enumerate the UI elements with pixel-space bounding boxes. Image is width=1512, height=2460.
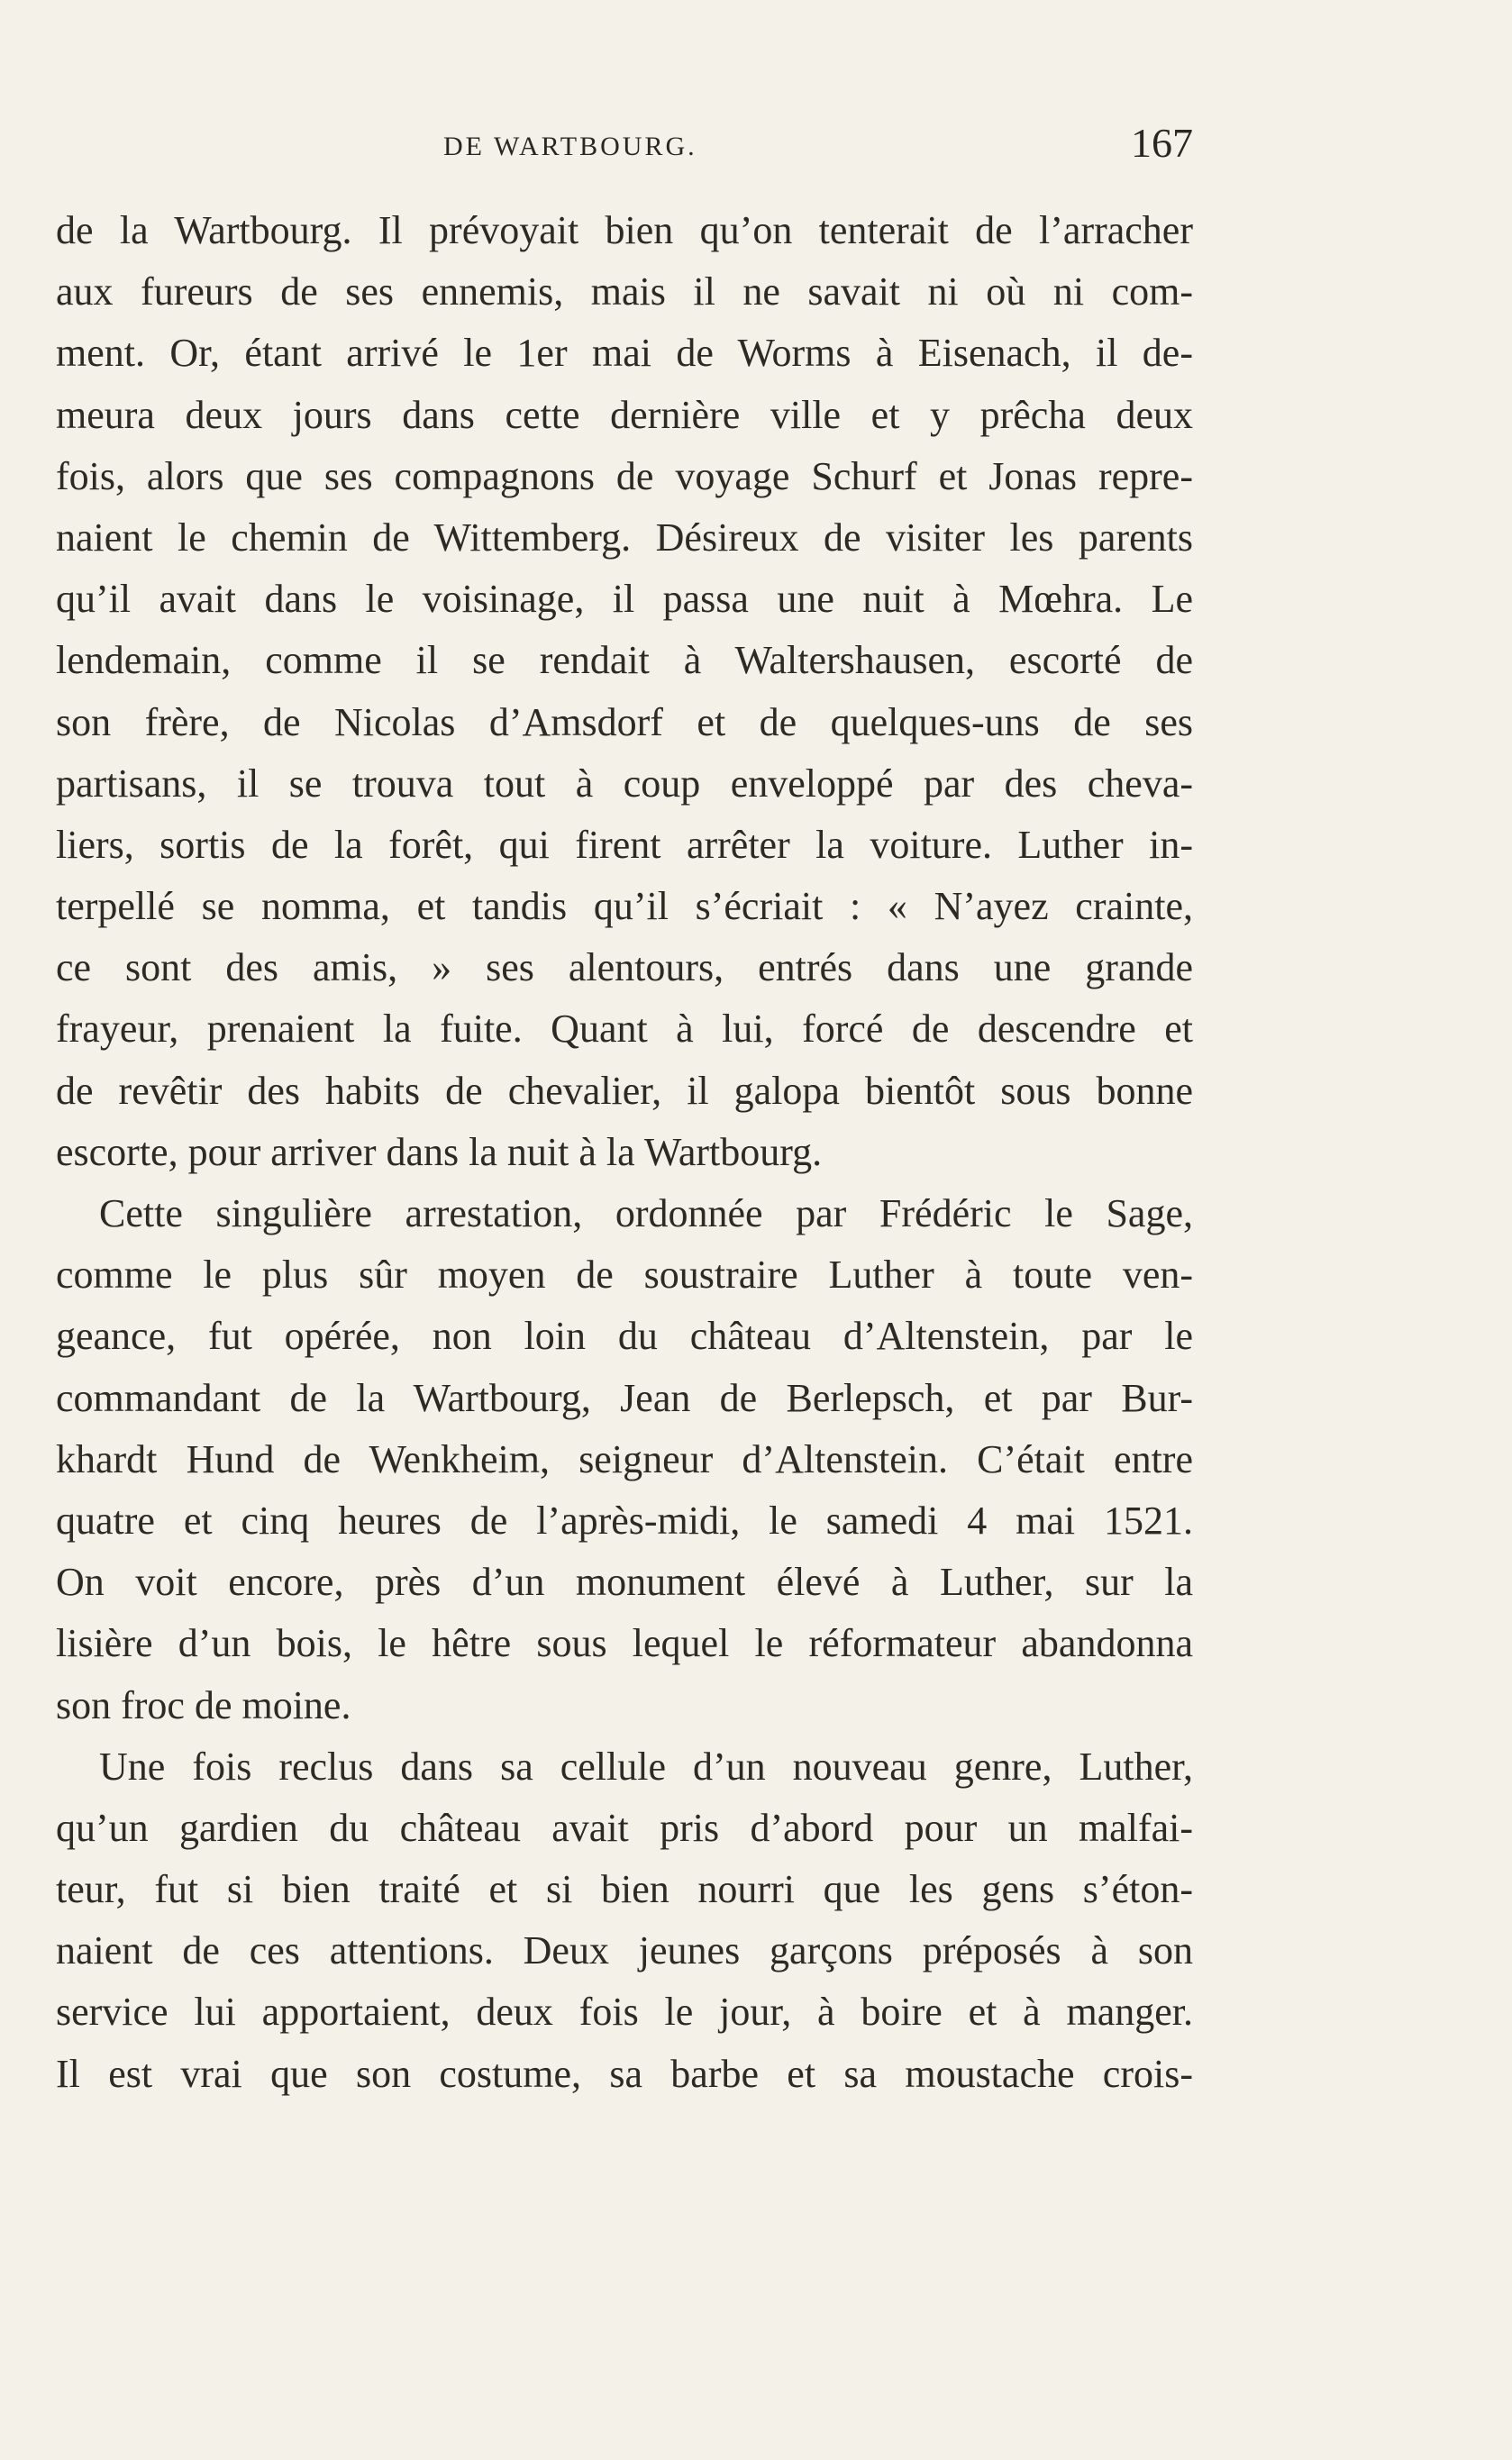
- text-line: liers, sortis de la forêt, qui firent arrêter la voiture. Luther in-: [56, 822, 1193, 867]
- text-line: Il est vrai que son costume, sa barbe et sa moustache crois-: [56, 2051, 1193, 2096]
- text-line: fois, alors que ses compagnons de voyage Schurf et Jonas repre-: [56, 453, 1193, 498]
- text-line: partisans, il se trouva tout à coup enveloppé par des cheva-: [56, 761, 1193, 806]
- text-line: khardt Hund de Wenkheim, seigneur d’Altenstein. C’était entre: [56, 1436, 1193, 1481]
- text-line: teur, fut si bien traité et si bien nourri que les gens s’éton-: [56, 1867, 1193, 1912]
- text-line: meura deux jours dans cette dernière ville et y prêcha deux: [56, 392, 1193, 437]
- text-line: frayeur, prenaient la fuite. Quant à lui, forcé de descendre et: [56, 1007, 1193, 1052]
- text-line: Cette singulière arrestation, ordonnée par Frédéric le Sage,: [99, 1191, 1193, 1235]
- text-line: naient de ces attentions. Deux jeunes garçons préposés à son: [56, 1928, 1193, 1973]
- running-title: DE WARTBOURG.: [443, 132, 697, 161]
- text-line: ce sont des amis, » ses alentours, entrés dans une grande: [56, 945, 1193, 990]
- text-line: aux fureurs de ses ennemis, mais il ne savait ni où ni com-: [56, 269, 1193, 314]
- text-line: commandant de la Wartbourg, Jean de Berlepsch, et par Bur-: [56, 1375, 1193, 1420]
- text-line: comme le plus sûr moyen de soustraire Luther à toute ven-: [56, 1253, 1193, 1298]
- text-line: service lui apportaient, deux fois le jour, à boire et à manger.: [56, 1990, 1193, 2035]
- body-text: [56, 200, 1193, 2105]
- text-line: lisière d’un bois, le hêtre sous lequel le réformateur abandonna: [56, 1621, 1193, 1666]
- text-line: naient le chemin de Wittemberg. Désireux de visiter les parents: [56, 515, 1193, 560]
- text-line: de revêtir des habits de chevalier, il galopa bientôt sous bonne: [56, 1068, 1193, 1113]
- text-line: lendemain, comme il se rendait à Waltershausen, escorté de: [56, 638, 1193, 683]
- text-line: qu’il avait dans le voisinage, il passa une nuit à Mœhra. Le: [56, 577, 1193, 622]
- text-line: geance, fut opérée, non loin du château d’Altenstein, par le: [56, 1314, 1193, 1359]
- text-line: son froc de moine.: [56, 1682, 351, 1727]
- paragraph-1: [56, 200, 1193, 1183]
- paragraph-2: [56, 1183, 1193, 1736]
- text-line: qu’un gardien du château avait pris d’abord pour un malfai-: [56, 1805, 1193, 1850]
- text-line: On voit encore, près d’un monument élevé à Luther, sur la: [56, 1560, 1193, 1605]
- text-line: Une fois reclus dans sa cellule d’un nouveau genre, Luther,: [99, 1744, 1193, 1789]
- text-line: quatre et cinq heures de l’après-midi, le samedi 4 mai 1521.: [56, 1498, 1193, 1543]
- text-line: escorte, pour arriver dans la nuit à la Wartbourg.: [56, 1129, 823, 1174]
- text-line: ment. Or, étant arrivé le 1er mai de Worms à Eisenach, il de-: [56, 331, 1193, 376]
- text-line: de la Wartbourg. Il prévoyait bien qu’on tenterait de l’arracher: [56, 208, 1193, 252]
- text-line: son frère, de Nicolas d’Amsdorf et de quelques-uns de ses: [56, 699, 1193, 744]
- page-number: 167: [1131, 120, 1193, 166]
- running-head: [56, 119, 1193, 173]
- text-line: terpellé se nomma, et tandis qu’il s’écriait : « N’ayez crainte,: [56, 884, 1193, 929]
- paragraph-3: [56, 1736, 1193, 2105]
